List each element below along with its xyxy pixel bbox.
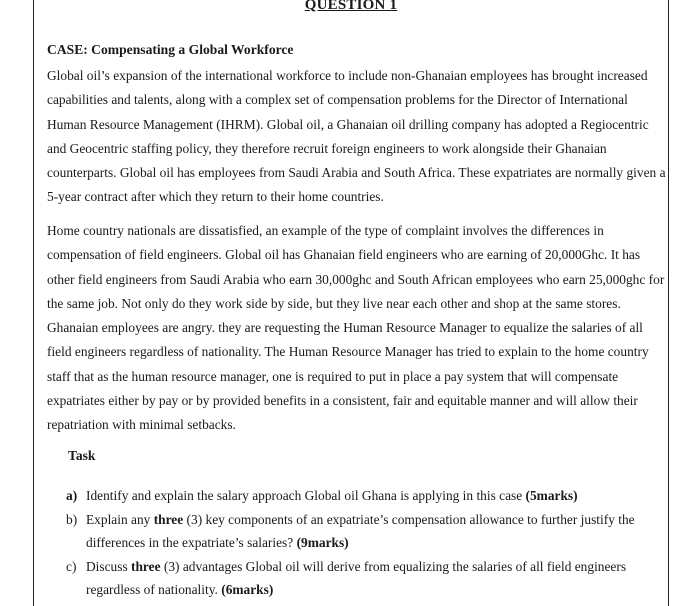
task-text-part: Identify and explain the salary approach Global oil Ghana is applying in this case (86, 488, 526, 503)
question-title: QUESTION 1 (304, 0, 398, 13)
task-heading: Task (68, 448, 96, 463)
task-list (66, 484, 666, 602)
task-marks: (9marks) (296, 535, 349, 551)
task-text-part: Discuss (86, 558, 132, 574)
task-text-part: Explain any (86, 511, 154, 527)
task-text-part: (3) advantages Global oil will derive from equalizing the salaries of all field engineers regardless of nationality. (86, 558, 627, 598)
case-paragraph-1: Global oil’s expansion of the international workforce to include non-Ghanaian employees has brought increased capabilities and talents, along with a complex set of compensation problems for the Director of International Human Resource Management (IHRM). Global oil, a Ghanaian oil drilling company has adopted a Regiocentric and Geocentric staffing policy, they therefore recruit foreign engineers to work alongside their Ghanaian counterparts. Global oil has employees from Saudi Arabia and South Africa. These expatriates are normally given a 5-year contract after which they return to their home countries. (47, 68, 666, 205)
task-bold-word: three (131, 558, 161, 574)
task-marks: (6marks) (221, 582, 274, 598)
case-title: CASE: Compensating a Global Workforce (47, 42, 294, 57)
document-page (33, 0, 669, 606)
task-bold-word: three (153, 511, 184, 527)
task-item-b (66, 508, 666, 555)
task-item-a (66, 484, 666, 508)
task-item-letter: a) (66, 488, 78, 503)
task-item-text (86, 484, 666, 508)
task-item-letter: b) (66, 511, 78, 527)
case-paragraph-2: Home country nationals are dissatisfied, an example of the type of complaint involves the differences in compensation of field engineers. Global oil has Ghanaian field engineers who are earning of 20,000Ghc. It has other field engineers from Saudi Arabia who earn 30,000ghc and South African employees who earn 25,000ghc for the same job. Not only do they work side by side, but they live near each other and shop at the same stores. Ghanaian employees are angry. they are requesting the Human Resource Manager to equalize the salaries of all field engineers regardless of nationality. The Human Resource Manager has tried to explain to the home country staff that as the human resource manager, one is required to put in place a pay system that will compensate expatriates either by pay or by provided benefits in a consistent, fair and equitable manner and will allow their repatriation with minimal setbacks. (47, 223, 665, 433)
task-marks: (5marks) (525, 488, 578, 503)
task-item-c (66, 555, 666, 602)
task-item-text (86, 555, 666, 602)
task-item-text (86, 508, 666, 555)
task-item-letter: c) (66, 558, 77, 574)
task-text-part: (3) key components of an expatriate’s compensation allowance to further justify the differences in the expatriate’s salaries? (86, 511, 635, 551)
